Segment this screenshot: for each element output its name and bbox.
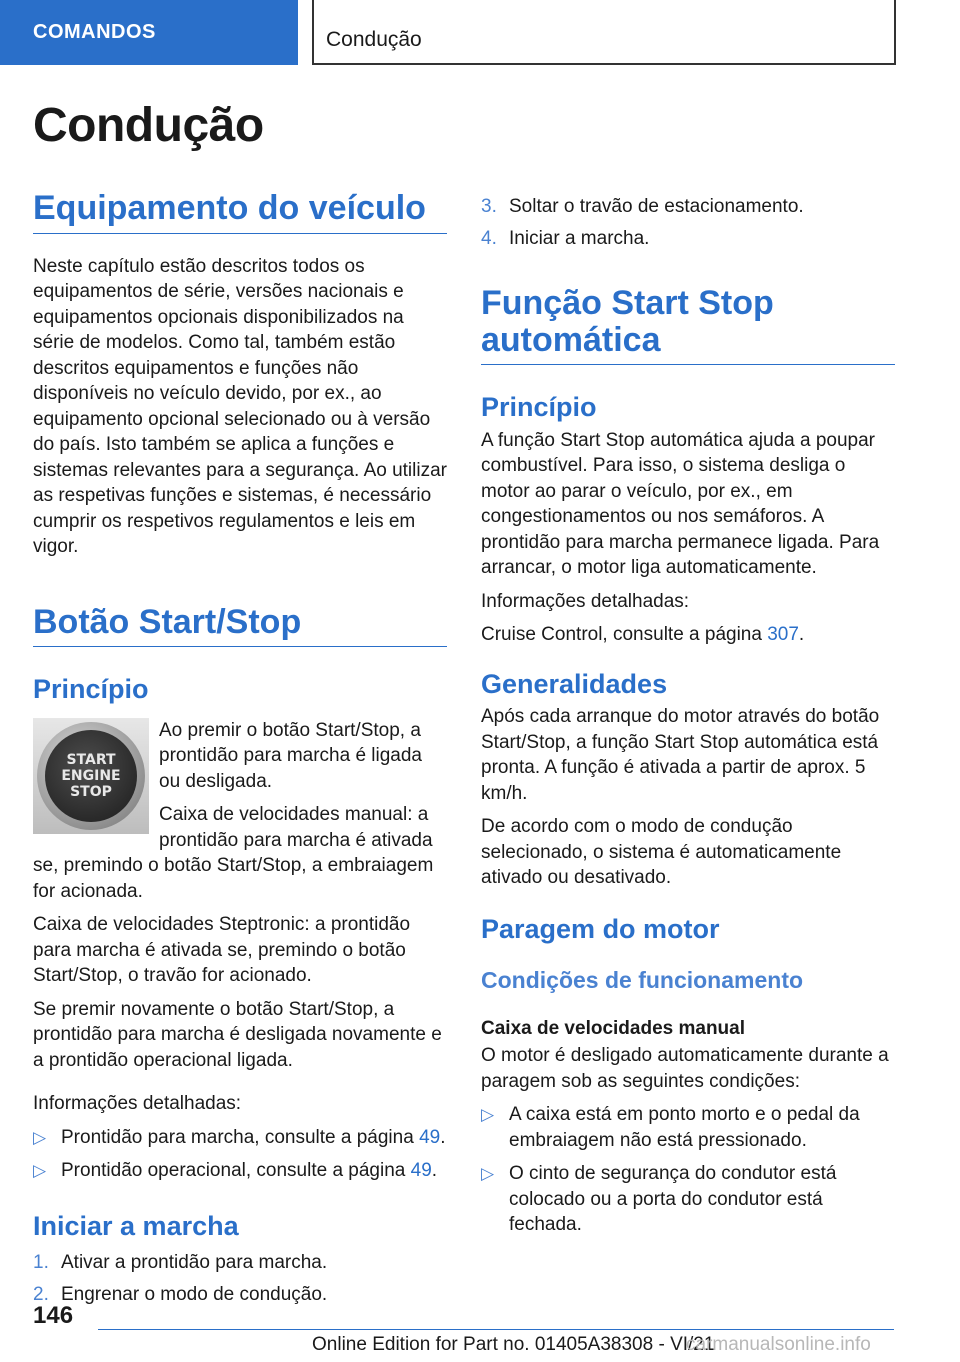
watermark: carmanualsonline.info (686, 1334, 871, 1355)
triangle-bullet-icon: ▷ (33, 1161, 47, 1181)
principle-paragraph: A função Start Stop automática ajuda a poupar combustível. Para isso, o sistema desliga o motor ao parar o veículo, por ex., em congestionamentos ou nos semáforos. A prontidão para marcha permanece ligada. Para arrancar, o motor liga automaticamente. (481, 429, 880, 579)
list-item-end: . (431, 1160, 438, 1182)
general-paragraph-1: Após cada arranque do motor através do botão Start/Stop, a função Start Stop automática está pronta. A função é ativada a partir de aprox. 5 km/h. (481, 706, 880, 804)
continued-steps-list (481, 194, 895, 251)
page-link[interactable]: 49 (410, 1160, 432, 1182)
triangle-bullet-icon: ▷ (481, 1164, 495, 1184)
right-column (481, 190, 895, 1238)
step-number: 2. (33, 1283, 49, 1305)
list-item (33, 1282, 447, 1308)
page-title: Condução (33, 99, 264, 152)
step-number: 4. (481, 227, 497, 249)
cruise-control-text: Cruise Control, consulte a página (481, 624, 768, 646)
details-label: Informações detalhadas: (481, 590, 690, 612)
start-stop-button-heading: Botão Start/Stop (33, 604, 447, 648)
auto-start-stop-heading: Função Start Stop automática (481, 285, 895, 365)
left-column (33, 190, 447, 1307)
chapter-tab-label: COMANDOS (33, 21, 156, 43)
cruise-control-end: . (798, 624, 805, 646)
cruise-control-reference (481, 622, 895, 648)
start-steps-list (33, 1250, 447, 1307)
list-item-text: O cinto de segurança do condutor está colocado ou a porta do condutor está fechada. (509, 1163, 837, 1236)
button-text-stop: STOP (70, 783, 112, 800)
page-link[interactable]: 307 (767, 624, 799, 646)
step-number: 3. (481, 196, 497, 217)
engine-stop-heading: Paragem do motor (481, 913, 720, 944)
button-text-start: START (66, 751, 116, 768)
principle-heading: Princípio (33, 674, 149, 705)
footer-divider (98, 1329, 894, 1330)
list-item (481, 226, 895, 252)
triangle-bullet-icon: ▷ (33, 1127, 47, 1147)
principle-paragraph-2: Caixa de velocidades manual: a prontidão para marcha é ativada se, premindo o botão Start/Stop, a embraiagem for acionada. (33, 804, 434, 902)
triangle-bullet-icon: ▷ (481, 1105, 495, 1125)
conditions-list (481, 1102, 895, 1238)
step-number: 1. (33, 1252, 49, 1274)
section-header (312, 0, 896, 65)
principle-heading: Princípio (481, 392, 597, 423)
list-item (33, 1158, 447, 1184)
general-paragraph-2: De acordo com o modo de condução selecionado, o sistema é automaticamente ativado ou desativado. (481, 816, 842, 889)
operating-conditions-heading: Condições de funcionamento (481, 967, 804, 994)
equipment-heading: Equipamento do veículo (33, 190, 447, 234)
principle-block (33, 718, 447, 905)
principle-paragraph-4: Se premir novamente o botão Start/Stop, a prontidão para marcha é desligada novamente e a prontidão operacional ligada. (33, 998, 442, 1071)
equipment-paragraph: Neste capítulo estão descritos todos os equipamentos de série, versões nacionais e equipamentos opcionais disponibilizados na série de modelos. Como tal, também estão descritos equipamentos e funções não disponíveis no veículo devido, por ex., ao equipamento opcional selecionado ou à versão do país. Isto também se aplica a funções e sistemas relevantes para a segurança. Ao utilizar as respetivas funções e sistemas, é necessário cumprir os respetivos regulamentos e leis em vigor. (33, 255, 447, 558)
step-text: Iniciar a marcha. (509, 227, 650, 249)
list-item-text: Prontidão para marcha, consulte a página (61, 1126, 420, 1148)
start-driving-heading: Iniciar a marcha (33, 1210, 239, 1241)
page-link[interactable]: 49 (419, 1126, 441, 1148)
chapter-tab (0, 0, 298, 65)
list-item (33, 1125, 447, 1151)
edition-text: Online Edition for Part no. 01405A38308 - VI/21 (312, 1334, 715, 1355)
principle-paragraph-3: Caixa de velocidades Steptronic: a prontidão para marcha é ativada se, premindo o botão Start/Stop, o travão for acionado. (33, 914, 411, 987)
page-number: 146 (33, 1302, 74, 1329)
list-item (33, 1250, 447, 1276)
step-text: Ativar a prontidão para marcha. (61, 1252, 328, 1274)
button-text-engine: ENGINE (61, 767, 121, 784)
list-item-text: Prontidão operacional, consulte a página (61, 1160, 411, 1182)
list-item (481, 194, 895, 220)
manual-gearbox-paragraph: O motor é desligado automaticamente durante a paragem sob as seguintes condições: (481, 1045, 889, 1092)
list-item (481, 1161, 895, 1238)
step-text: Engrenar o modo de condução. (61, 1283, 328, 1305)
start-engine-stop-button-image (33, 718, 149, 834)
step-text: Soltar o travão de estacionamento. (509, 196, 804, 217)
manual-gearbox-heading: Caixa de velocidades manual (481, 1017, 746, 1039)
section-header-label: Condução (326, 28, 422, 51)
list-item (481, 1102, 895, 1153)
list-item-text: A caixa está em ponto morto e o pedal da embraiagem não está pressionado. (509, 1104, 860, 1151)
button-face (45, 730, 137, 822)
details-label: Informações detalhadas: (33, 1093, 242, 1115)
principle-paragraph-1: Ao premir o botão Start/Stop, a prontidão para marcha é ligada ou desligada. (159, 719, 423, 792)
details-list (33, 1125, 447, 1184)
button-ring (37, 722, 145, 830)
general-heading: Generalidades (481, 668, 668, 699)
list-item-end: . (440, 1126, 446, 1148)
